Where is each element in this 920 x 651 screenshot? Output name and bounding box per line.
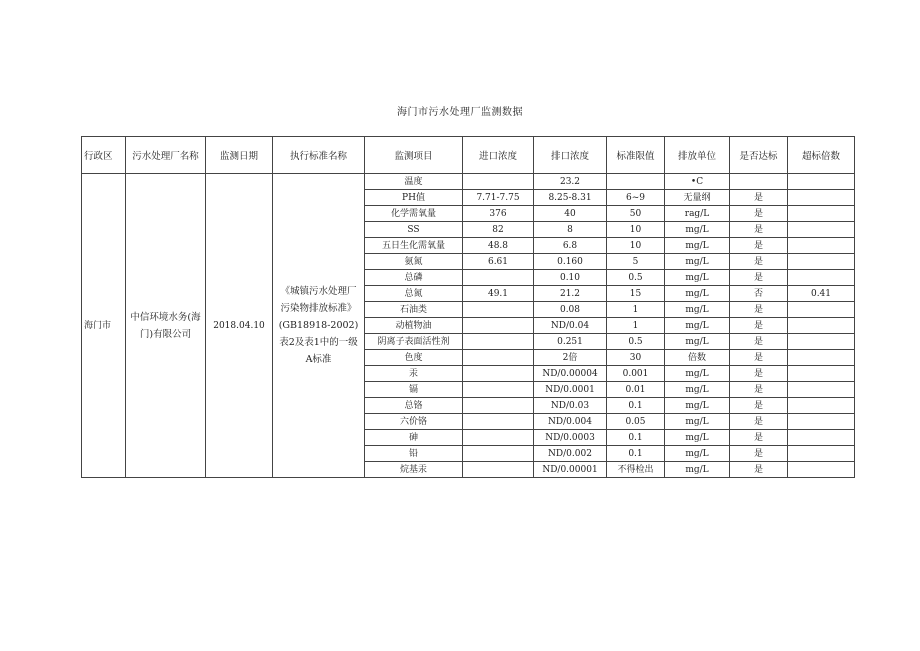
outlet-cell: 6.8 — [534, 238, 607, 254]
table-row — [82, 174, 855, 190]
compliant-cell: 是 — [730, 446, 788, 462]
table-body — [82, 174, 855, 478]
header-date: 监测日期 — [206, 137, 273, 174]
inlet-cell — [463, 174, 534, 190]
limit-cell: 30 — [607, 350, 665, 366]
outlet-cell: 21.2 — [534, 286, 607, 302]
compliant-cell — [730, 174, 788, 190]
inlet-cell — [463, 398, 534, 414]
item-cell: 镉 — [365, 382, 463, 398]
item-cell: 五日生化需氧量 — [365, 238, 463, 254]
item-cell: 砷 — [365, 430, 463, 446]
header-outlet: 排口浓度 — [534, 137, 607, 174]
exceed-cell — [788, 462, 855, 478]
exceed-cell — [788, 222, 855, 238]
region-cell: 海门市 — [82, 174, 126, 478]
limit-cell: 10 — [607, 238, 665, 254]
item-cell: 烷基汞 — [365, 462, 463, 478]
header-row — [82, 137, 855, 174]
exceed-cell — [788, 318, 855, 334]
limit-cell: 15 — [607, 286, 665, 302]
compliant-cell: 是 — [730, 366, 788, 382]
limit-cell: 1 — [607, 318, 665, 334]
inlet-cell — [463, 366, 534, 382]
compliant-cell: 否 — [730, 286, 788, 302]
limit-cell: 0.05 — [607, 414, 665, 430]
header-exceed: 超标倍数 — [788, 137, 855, 174]
unit-cell: mg/L — [665, 270, 730, 286]
exceed-cell — [788, 190, 855, 206]
exceed-cell — [788, 334, 855, 350]
inlet-cell — [463, 350, 534, 366]
compliant-cell: 是 — [730, 222, 788, 238]
limit-cell — [607, 174, 665, 190]
limit-cell: 0.001 — [607, 366, 665, 382]
limit-cell: 不得检出 — [607, 462, 665, 478]
item-cell: 总铬 — [365, 398, 463, 414]
compliant-cell: 是 — [730, 238, 788, 254]
unit-cell: mg/L — [665, 302, 730, 318]
limit-cell: 0.5 — [607, 270, 665, 286]
header-plant: 污水处理厂名称 — [126, 137, 206, 174]
limit-cell: 0.01 — [607, 382, 665, 398]
inlet-cell — [463, 382, 534, 398]
header-region: 行政区 — [82, 137, 126, 174]
header-inlet: 进口浓度 — [463, 137, 534, 174]
outlet-cell: 0.160 — [534, 254, 607, 270]
standard-name-cell: 《城镇污水处理厂污染物排放标准》(GB18918-2002)表2及表1中的一级A标准 — [273, 174, 365, 478]
outlet-cell: ND/0.002 — [534, 446, 607, 462]
compliant-cell: 是 — [730, 350, 788, 366]
unit-cell: mg/L — [665, 366, 730, 382]
inlet-cell: 7.71-7.75 — [463, 190, 534, 206]
inlet-cell: 376 — [463, 206, 534, 222]
compliant-cell: 是 — [730, 398, 788, 414]
unit-cell: mg/L — [665, 430, 730, 446]
exceed-cell: 0.41 — [788, 286, 855, 302]
compliant-cell: 是 — [730, 382, 788, 398]
unit-cell: 倍数 — [665, 350, 730, 366]
exceed-cell — [788, 254, 855, 270]
inlet-cell — [463, 270, 534, 286]
exceed-cell — [788, 174, 855, 190]
inlet-cell — [463, 334, 534, 350]
exceed-cell — [788, 398, 855, 414]
inlet-cell — [463, 302, 534, 318]
exceed-cell — [788, 414, 855, 430]
compliant-cell: 是 — [730, 462, 788, 478]
item-cell: 化学需氧量 — [365, 206, 463, 222]
item-cell: 总磷 — [365, 270, 463, 286]
limit-cell: 10 — [607, 222, 665, 238]
compliant-cell: 是 — [730, 318, 788, 334]
exceed-cell — [788, 430, 855, 446]
compliant-cell: 是 — [730, 302, 788, 318]
inlet-cell — [463, 446, 534, 462]
unit-cell: mg/L — [665, 238, 730, 254]
unit-cell: mg/L — [665, 254, 730, 270]
unit-cell: mg/L — [665, 286, 730, 302]
outlet-cell: 0.10 — [534, 270, 607, 286]
item-cell: 动植物油 — [365, 318, 463, 334]
unit-cell: mg/L — [665, 382, 730, 398]
item-cell: 六价铬 — [365, 414, 463, 430]
limit-cell: 0.5 — [607, 334, 665, 350]
compliant-cell: 是 — [730, 334, 788, 350]
outlet-cell: 8 — [534, 222, 607, 238]
monitoring-table — [81, 136, 855, 478]
outlet-cell: 8.25-8.31 — [534, 190, 607, 206]
outlet-cell: ND/0.04 — [534, 318, 607, 334]
inlet-cell — [463, 318, 534, 334]
compliant-cell: 是 — [730, 206, 788, 222]
item-cell: SS — [365, 222, 463, 238]
item-cell: 色度 — [365, 350, 463, 366]
unit-cell: 无量纲 — [665, 190, 730, 206]
unit-cell: mg/L — [665, 318, 730, 334]
compliant-cell: 是 — [730, 190, 788, 206]
limit-cell: 50 — [607, 206, 665, 222]
table-header — [82, 137, 855, 174]
exceed-cell — [788, 270, 855, 286]
limit-cell: 5 — [607, 254, 665, 270]
outlet-cell: ND/0.004 — [534, 414, 607, 430]
outlet-cell: 2倍 — [534, 350, 607, 366]
inlet-cell: 6.61 — [463, 254, 534, 270]
compliant-cell: 是 — [730, 430, 788, 446]
limit-cell: 0.1 — [607, 430, 665, 446]
unit-cell: •C — [665, 174, 730, 190]
item-cell: 石油类 — [365, 302, 463, 318]
outlet-cell: ND/0.00004 — [534, 366, 607, 382]
unit-cell: mg/L — [665, 446, 730, 462]
unit-cell: mg/L — [665, 222, 730, 238]
item-cell: 总氮 — [365, 286, 463, 302]
unit-cell: mg/L — [665, 398, 730, 414]
unit-cell: rag/L — [665, 206, 730, 222]
exceed-cell — [788, 206, 855, 222]
outlet-cell: 23.2 — [534, 174, 607, 190]
item-cell: 汞 — [365, 366, 463, 382]
compliant-cell: 是 — [730, 270, 788, 286]
compliant-cell: 是 — [730, 414, 788, 430]
inlet-cell: 49.1 — [463, 286, 534, 302]
exceed-cell — [788, 382, 855, 398]
outlet-cell: ND/0.03 — [534, 398, 607, 414]
outlet-cell: ND/0.0001 — [534, 382, 607, 398]
header-unit: 排放单位 — [665, 137, 730, 174]
inlet-cell — [463, 430, 534, 446]
page-title: 海门市污水处理厂监测数据 — [397, 107, 523, 118]
limit-cell: 6~9 — [607, 190, 665, 206]
header-standard: 执行标准名称 — [273, 137, 365, 174]
item-cell: 温度 — [365, 174, 463, 190]
inlet-cell — [463, 462, 534, 478]
inlet-cell: 82 — [463, 222, 534, 238]
outlet-cell: ND/0.00001 — [534, 462, 607, 478]
compliant-cell: 是 — [730, 254, 788, 270]
unit-cell: mg/L — [665, 414, 730, 430]
inlet-cell: 48.8 — [463, 238, 534, 254]
header-item: 监测项目 — [365, 137, 463, 174]
item-cell: 铅 — [365, 446, 463, 462]
monitor-date-cell: 2018.04.10 — [206, 174, 273, 478]
outlet-cell: ND/0.0003 — [534, 430, 607, 446]
item-cell: 阴离子表面活性剂 — [365, 334, 463, 350]
plant-name-cell: 中信环境水务(海门)有限公司 — [126, 174, 206, 478]
outlet-cell: 0.08 — [534, 302, 607, 318]
inlet-cell — [463, 414, 534, 430]
item-cell: PH值 — [365, 190, 463, 206]
header-compliant: 是否达标 — [730, 137, 788, 174]
header-limit: 标准限值 — [607, 137, 665, 174]
exceed-cell — [788, 366, 855, 382]
limit-cell: 0.1 — [607, 446, 665, 462]
unit-cell: mg/L — [665, 462, 730, 478]
item-cell: 氨氮 — [365, 254, 463, 270]
exceed-cell — [788, 446, 855, 462]
exceed-cell — [788, 238, 855, 254]
limit-cell: 0.1 — [607, 398, 665, 414]
limit-cell: 1 — [607, 302, 665, 318]
outlet-cell: 0.251 — [534, 334, 607, 350]
outlet-cell: 40 — [534, 206, 607, 222]
unit-cell: mg/L — [665, 334, 730, 350]
exceed-cell — [788, 350, 855, 366]
exceed-cell — [788, 302, 855, 318]
